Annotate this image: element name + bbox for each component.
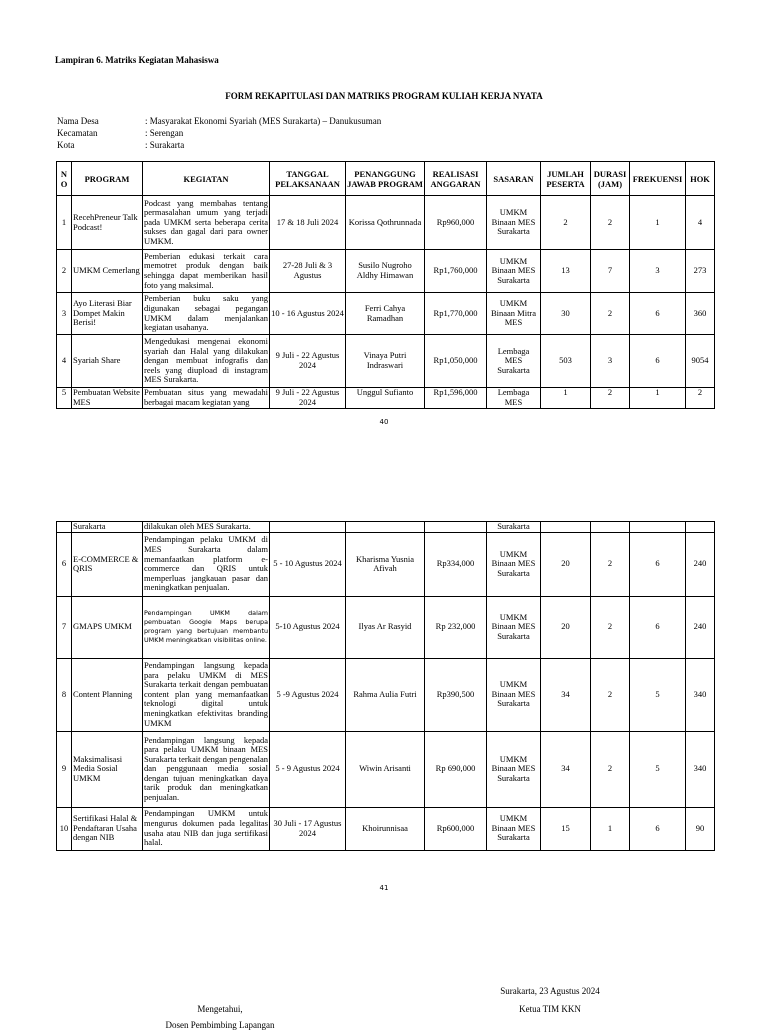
cell-penanggung-jawab: Khoirunnisaa <box>346 807 425 850</box>
cell-kegiatan: Pemberian edukasi terkait cara memotret produk dengan baik sehingga dapat memberikan hasil foto yang maksimal. <box>143 250 270 293</box>
cell-durasi: 2 <box>591 731 630 807</box>
cell-frekuensi: 5 <box>630 731 686 807</box>
header-row <box>57 162 715 196</box>
cell-no: 6 <box>57 532 72 596</box>
cell-peserta: 34 <box>541 731 591 807</box>
cell-frekuensi: 6 <box>630 293 686 335</box>
form-title: FORM REKAPITULASI DAN MATRIKS PROGRAM KULIAH KERJA NYATA <box>225 91 543 101</box>
cell-tanggal: 27-28 Juli & 3 Agustus <box>270 250 346 293</box>
cell-penanggung-jawab: Ilyas Ar Rasyid <box>346 596 425 658</box>
cell-sasaran: UMKM Binaan MES Surakarta <box>487 250 541 293</box>
table-row <box>57 293 715 335</box>
cell-sasaran: UMKM Binaan MES Surakarta <box>487 731 541 807</box>
cell-no: 3 <box>57 293 72 335</box>
program-matrix-table-page1 <box>56 161 715 409</box>
cell-no: 10 <box>57 807 72 850</box>
cell-kegiatan: Mengedukasi mengenai ekonomi syariah dan Halal yang dilakukan dengan membuat infografis dan reels yang diupload di instagram MES Surakarta. <box>143 335 270 388</box>
cell-no: 5 <box>57 388 72 409</box>
cell-durasi <box>591 522 630 533</box>
cell-kegiatan: Podcast yang membahas tentang permasalahan umum yang terjadi pada UMKM serta beberapa cerita sukses dan gagal dari para owner UMKM. <box>143 196 270 250</box>
cell-anggaran: Rp390,500 <box>425 658 487 731</box>
cell-kegiatan: Pembuatan situs yang mewadahi berbagai macam kegiatan yang <box>144 387 268 407</box>
table-row <box>57 658 715 731</box>
cell-hok: 9054 <box>686 335 715 388</box>
ketua-label: Ketua TIM KKN <box>519 1004 581 1014</box>
table-row <box>57 196 715 250</box>
header-peserta: JUMLAH PESERTA <box>541 162 591 196</box>
cell-peserta: 15 <box>541 807 591 850</box>
cell-tanggal <box>270 522 346 533</box>
cell-peserta: 2 <box>541 196 591 250</box>
cell-sasaran: Surakarta <box>487 522 541 533</box>
cell-program: UMKM Cemerlang <box>72 250 143 293</box>
cell-penanggung-jawab: Susilo Nugroho Aldhy Himawan <box>346 250 425 293</box>
cell-no: 1 <box>57 196 72 250</box>
cell-program: GMAPS UMKM <box>72 596 143 658</box>
cell-kegiatan: Pendampingan langsung kepada para pelaku UMKM binaan MES Surakarta terkait dengan pengenalan dan penggunaan media sosial dengan tujuan meningkatkan daya tarik produk dan meningkatkan penjualan. <box>143 731 270 807</box>
cell-program: Syariah Share <box>72 335 143 388</box>
header-sasaran: SASARAN <box>487 162 541 196</box>
cell-hok: 240 <box>686 532 715 596</box>
cell-durasi: 2 <box>591 196 630 250</box>
cell-program: Ayo Literasi Biar Dompet Makin Berisi! <box>72 293 143 335</box>
cell-anggaran: Rp600,000 <box>425 807 487 850</box>
cell-tanggal: 10 - 16 Agustus 2024 <box>270 293 346 335</box>
cell-anggaran: Rp 690,000 <box>425 731 487 807</box>
cell-sasaran: UMKM Binaan MES Surakarta <box>487 596 541 658</box>
dosen-label: Dosen Pembimbing Lapangan <box>165 1020 275 1030</box>
cell-frekuensi: 6 <box>630 532 686 596</box>
cell-hok: 4 <box>686 196 715 250</box>
cell-penanggung-jawab: Unggul Sufianto <box>346 388 425 409</box>
cell-tanggal: 5 -9 Agustus 2024 <box>270 658 346 731</box>
cell-penanggung-jawab: Kharisma Yusnia Afivah <box>346 532 425 596</box>
cell-durasi: 1 <box>591 807 630 850</box>
cell-program: Sertifikasi Halal & Pendaftaran Usaha dengan NIB <box>72 807 143 850</box>
header-kegiatan: KEGIATAN <box>143 162 270 196</box>
cell-anggaran: Rp1,596,000 <box>425 388 487 409</box>
page-number: 40 <box>379 418 389 426</box>
cell-hok: 273 <box>686 250 715 293</box>
cell-no: 4 <box>57 335 72 388</box>
cell-sasaran: Lembaga MES Surakarta <box>487 335 541 388</box>
cell-program: Surakarta <box>72 522 143 533</box>
cell-peserta: 34 <box>541 658 591 731</box>
info-label: Kecamatan <box>57 128 98 138</box>
header-no: N O <box>57 162 72 196</box>
cell-no: 9 <box>57 731 72 807</box>
header-tanggal: TANGGAL PELAKSANAAN <box>270 162 346 196</box>
mengetahui-label: Mengetahui, <box>197 1004 243 1014</box>
cell-durasi: 2 <box>591 658 630 731</box>
cell-penanggung-jawab: Ferri Cahya Ramadhan <box>346 293 425 335</box>
cell-anggaran: Rp1,770,000 <box>425 293 487 335</box>
cell-frekuensi: 1 <box>630 388 686 409</box>
cell-peserta: 1 <box>541 388 591 409</box>
cell-sasaran: UMKM Binaan MES Surakarta <box>487 807 541 850</box>
table-row <box>57 250 715 293</box>
header-anggaran: REALISASI ANGGARAN <box>425 162 487 196</box>
cell-kegiatan: Pendampingan UMKM untuk mengurus dokumen pada legalitas usaha atau NIB dan juga sertifikasi halal. <box>143 807 270 850</box>
cell-hok: 2 <box>686 388 715 409</box>
table-row <box>57 388 715 409</box>
cell-frekuensi <box>630 522 686 533</box>
cell-penanggung-jawab: Wiwin Arisanti <box>346 731 425 807</box>
cell-hok: 90 <box>686 807 715 850</box>
cell-kegiatan: Pemberian buku saku yang digunakan sebagai pegangan UMKM dalam menjalankan kegiatan usahanya. <box>143 293 270 335</box>
cell-anggaran: Rp334,000 <box>425 532 487 596</box>
cell-anggaran <box>425 522 487 533</box>
info-block <box>57 115 381 151</box>
cell-sasaran: UMKM Binaan Mitra MES <box>487 293 541 335</box>
cell-kegiatan: Pendampingan langsung kepada para pelaku UMKM di MES Surakarta terkait dengan pembuatan content plan yang memanfaatkan teknologi digital untuk meningkatkan efektivitas branding UMKM <box>143 658 270 731</box>
info-value: : Serengan <box>145 128 184 138</box>
header-hok: HOK <box>686 162 715 196</box>
cell-no <box>57 522 72 533</box>
cell-penanggung-jawab <box>346 522 425 533</box>
cell-no: 7 <box>57 596 72 658</box>
cell-program: E-COMMERCE & QRIS <box>72 532 143 596</box>
cell-frekuensi: 6 <box>630 807 686 850</box>
cell-kegiatan: dilakukan oleh MES Surakarta. <box>143 522 270 533</box>
cell-kegiatan: Pendampingan UMKM dalam pembuatan Google Maps berupa program yang bertujuan membantu UMKM meningkatkan visibilitas online. <box>143 596 270 658</box>
table-row <box>57 596 715 658</box>
lampiran-label: Lampiran 6. Matriks Kegiatan Mahasiswa <box>55 55 219 65</box>
table-row <box>57 807 715 850</box>
cell-durasi: 2 <box>591 293 630 335</box>
cell-frekuensi: 6 <box>630 335 686 388</box>
cell-program: Content Planning <box>72 658 143 731</box>
cell-peserta <box>541 522 591 533</box>
info-row-kota <box>57 139 381 151</box>
cell-sasaran: Lembaga MES <box>487 388 541 409</box>
cell-tanggal: 30 Juli - 17 Agustus 2024 <box>270 807 346 850</box>
cell-durasi: 2 <box>591 388 630 409</box>
cell-peserta: 503 <box>541 335 591 388</box>
cell-frekuensi: 1 <box>630 196 686 250</box>
cell-peserta: 30 <box>541 293 591 335</box>
cell-tanggal: 9 Juli - 22 Agustus 2024 <box>270 335 346 388</box>
program-matrix-table-page2 <box>56 521 715 851</box>
cell-penanggung-jawab: Vinaya Putri Indraswari <box>346 335 425 388</box>
cell-tanggal: 5 - 9 Agustus 2024 <box>270 731 346 807</box>
place-date: Surakarta, 23 Agustus 2024 <box>500 986 600 996</box>
cell-hok: 360 <box>686 293 715 335</box>
cell-peserta: 13 <box>541 250 591 293</box>
cell-penanggung-jawab: Korissa Qothrunnada <box>346 196 425 250</box>
cell-hok <box>686 522 715 533</box>
cell-hok: 340 <box>686 658 715 731</box>
cell-frekuensi: 6 <box>630 596 686 658</box>
cell-tanggal: 5 - 10 Agustus 2024 <box>270 532 346 596</box>
table-row <box>57 335 715 388</box>
info-row-desa <box>57 115 381 127</box>
cell-tanggal: 9 Juli - 22 Agustus 2024 <box>270 388 346 409</box>
cell-durasi: 2 <box>591 596 630 658</box>
cell-tanggal: 17 & 18 Juli 2024 <box>270 196 346 250</box>
cell-anggaran: Rp1,760,000 <box>425 250 487 293</box>
cell-no: 2 <box>57 250 72 293</box>
cell-penanggung-jawab: Rahma Aulia Futri <box>346 658 425 731</box>
header-frekuensi: FREKUENSI <box>630 162 686 196</box>
cell-durasi: 7 <box>591 250 630 293</box>
page-number: 41 <box>379 884 389 892</box>
cell-no: 8 <box>57 658 72 731</box>
cell-hok: 340 <box>686 731 715 807</box>
cell-frekuensi: 3 <box>630 250 686 293</box>
cell-durasi: 3 <box>591 335 630 388</box>
cell-durasi: 2 <box>591 532 630 596</box>
info-row-kecamatan <box>57 127 381 139</box>
cell-sasaran: UMKM Binaan MES Surakarta <box>487 196 541 250</box>
info-value: : Masyarakat Ekonomi Syariah (MES Surakarta) – Danukusuman <box>145 116 382 126</box>
cell-peserta: 20 <box>541 532 591 596</box>
cell-tanggal: 5-10 Agustus 2024 <box>270 596 346 658</box>
cell-hok: 240 <box>686 596 715 658</box>
cell-frekuensi: 5 <box>630 658 686 731</box>
table-row-continued <box>57 522 715 533</box>
header-program: PROGRAM <box>72 162 143 196</box>
info-value: : Surakarta <box>145 140 185 150</box>
cell-peserta: 20 <box>541 596 591 658</box>
cell-anggaran: Rp 232,000 <box>425 596 487 658</box>
cell-anggaran: Rp1,050,000 <box>425 335 487 388</box>
info-label: Kota <box>57 140 75 150</box>
cell-sasaran: UMKM Binaan MES Surakarta <box>487 658 541 731</box>
table-row <box>57 532 715 596</box>
info-label: Nama Desa <box>57 116 99 126</box>
cell-program: Maksimalisasi Media Sosial UMKM <box>72 731 143 807</box>
cell-sasaran: UMKM Binaan MES Surakarta <box>487 532 541 596</box>
table-row <box>57 731 715 807</box>
cell-program: Pembuatan Website MES <box>72 388 143 409</box>
header-durasi: DURASI (JAM) <box>591 162 630 196</box>
cell-kegiatan: Pendampingan pelaku UMKM di MES Surakarta dalam memanfaatkan platform e-commerce dan QRIS untuk memperluas jangkauan pasar dan meningkatkan penjualan. <box>143 532 270 596</box>
cell-anggaran: Rp960,000 <box>425 196 487 250</box>
cell-program: RecehPreneur Talk Podcast! <box>72 196 143 250</box>
header-penanggung-jawab: PENANGGUNG JAWAB PROGRAM <box>346 162 425 196</box>
